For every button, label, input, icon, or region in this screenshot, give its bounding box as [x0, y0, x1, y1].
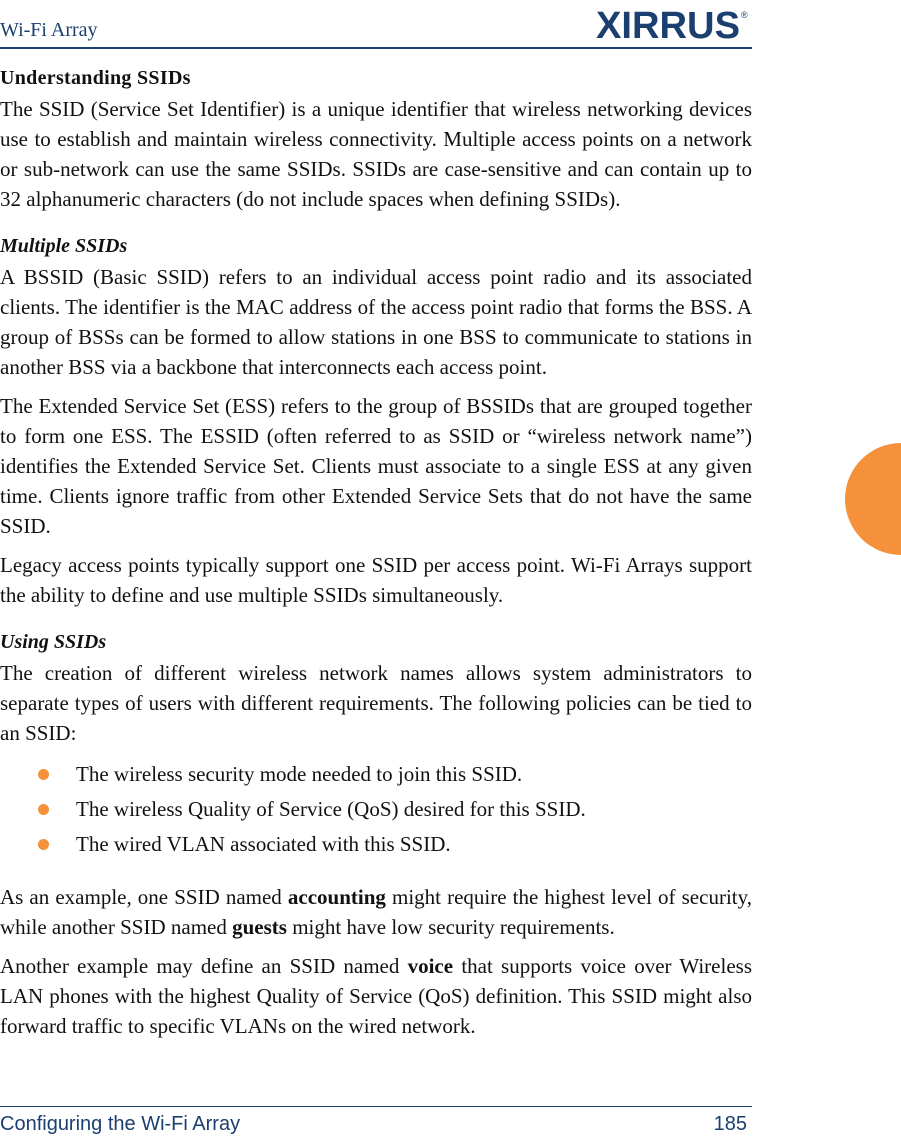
header-rule — [0, 47, 752, 49]
bullet-dot-icon — [38, 769, 49, 780]
ssid-name-accounting: accounting — [287, 885, 386, 909]
text-run: might require the highest level of security, while another SSID named — [0, 885, 753, 939]
list-item-text: The wireless Quality of Service (QoS) desired for this SSID. — [76, 797, 586, 821]
running-header-title: Wi-Fi Array — [0, 19, 98, 41]
page-body — [0, 62, 752, 1050]
section-heading: Understanding SSIDs — [0, 67, 191, 89]
list-item — [0, 757, 752, 792]
bullet-dot-icon — [38, 804, 49, 815]
page-number: 185 — [713, 1113, 747, 1135]
voice-example-paragraph — [0, 951, 752, 1041]
text-run: that supports voice over Wireless LAN phones with the highest Quality of Service (QoS) definition. This SSID might also forward traffic to specific VLANs on the wired network. — [0, 954, 752, 1038]
footer-chapter-title: Configuring the Wi-Fi Array — [0, 1113, 241, 1135]
list-item — [0, 792, 752, 827]
accounting-example-paragraph — [0, 882, 752, 942]
list-item-text: The wired VLAN associated with this SSID. — [76, 832, 451, 856]
ssid-name-guests: guests — [232, 915, 287, 939]
intro-paragraph: The SSID (Service Set Identifier) is a unique identifier that wireless networking devices use to establish and maintain wireless connectivity. Multiple access points on a network or sub-network can use the same SSIDs. SSIDs are case-sensitive and can contain up to 32 alphanumeric characters (do not include spaces when defining SSIDs). — [0, 97, 752, 211]
legacy-paragraph: Legacy access points typically support one SSID per access point. Wi-Fi Arrays support the ability to define and use multiple SSIDs simultaneously. — [0, 553, 752, 607]
subheading-using-ssids: Using SSIDs — [0, 631, 107, 653]
subheading-multiple-ssids: Multiple SSIDs — [0, 235, 128, 257]
text-run: might have low security requirements. — [286, 915, 615, 939]
xirrus-logo — [596, 6, 748, 42]
list-item — [0, 827, 752, 862]
ssid-name-voice: voice — [407, 954, 454, 978]
logo-registered-mark: ® — [741, 10, 748, 20]
chapter-thumb-tab — [845, 443, 901, 555]
policy-list — [0, 757, 752, 862]
bullet-dot-icon — [38, 839, 49, 850]
footer-rule — [0, 1106, 752, 1107]
list-item-text: The wireless security mode needed to join this SSID. — [76, 762, 523, 786]
logo-wordmark: XIRRUS — [596, 6, 740, 42]
bssid-paragraph: A BSSID (Basic SSID) refers to an individual access point radio and its associated clients. The identifier is the MAC address of the access point radio that forms the BSS. A group of BSSs can be formed to allow stations in one BSS to communicate to stations in another BSS via a backbone that interconnects each access point. — [0, 265, 752, 379]
text-run: As an example, one SSID named — [0, 885, 288, 909]
text-run: Another example may define an SSID named — [0, 954, 408, 978]
ess-paragraph: The Extended Service Set (ESS) refers to the group of BSSIDs that are grouped together to form one ESS. The ESSID (often referred to as SSID or “wireless network name”) identifies the Extended Service Set. Clients must associate to a single ESS at any given time. Clients ignore traffic from other Extended Service Sets that do not have the same SSID. — [0, 394, 752, 538]
policies-paragraph: The creation of different wireless network names allows system administrators to separate types of users with different requirements. The following policies can be tied to an SSID: — [0, 661, 752, 745]
